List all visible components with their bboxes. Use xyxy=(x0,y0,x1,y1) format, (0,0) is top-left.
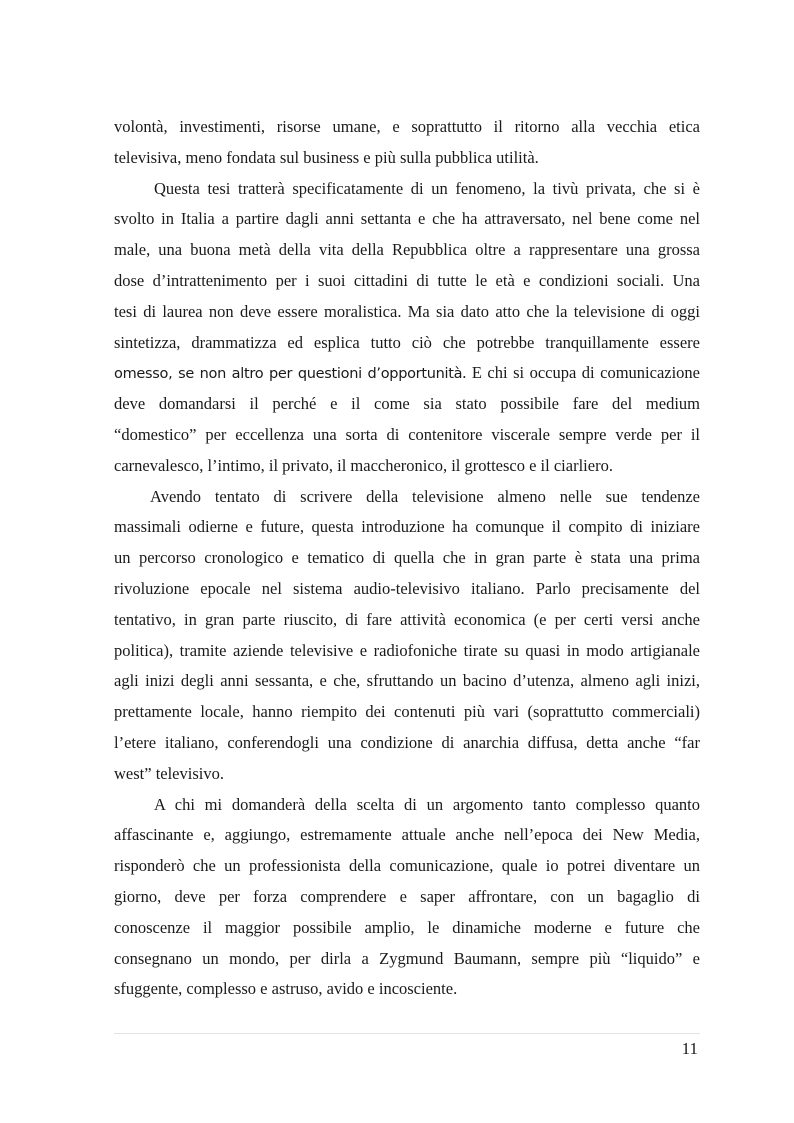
text-line: dose d’intrattenimento per i suoi cittadini di tutte le età e condizioni sociali. Una xyxy=(114,270,700,290)
text-line: tesi di laurea non deve essere moralistica. Ma sia dato atto che la televisione di oggi xyxy=(114,301,700,321)
text-line: risponderò che un professionista della comunicazione, quale io potrei diventare un xyxy=(114,856,700,876)
text-line: sintetizza, drammatizza ed esplica tutto ciò che potrebbe tranquillamente essere xyxy=(114,332,700,352)
footer-divider xyxy=(114,1033,700,1034)
text-line: Avendo tentato di scrivere della televisione almeno nelle sue tendenze xyxy=(150,486,700,506)
text-line: west” televisivo. xyxy=(114,763,224,783)
text-line: deve domandarsi il perché e il come sia stato possibile fare del medium xyxy=(114,394,700,414)
body-text xyxy=(114,112,700,1005)
text-line: agli inizi degli anni sessanta, e che, sfruttando un bacino d’utenza, almeno agli inizi, xyxy=(114,671,700,691)
text-line: un percorso cronologico e tematico di quella che in gran parte è stata una prima xyxy=(114,548,700,568)
page-number: 11 xyxy=(681,1039,698,1058)
text-line: Questa tesi tratterà specificatamente di un fenomeno, la tivù privata, che si è xyxy=(154,178,700,198)
text-line: giorno, deve per forza comprendere e saper affrontare, con un bagaglio di xyxy=(114,886,700,906)
text-line: politica), tramite aziende televisive e radiofoniche tirate su quasi in modo artigianale xyxy=(114,640,700,660)
text-line: “domestico” per eccellenza una sorta di contenitore viscerale sempre verde per il xyxy=(114,424,700,444)
text-line: consegnano un mondo, per dirla a Zygmund Baumann, sempre più “liquido” e xyxy=(114,948,700,968)
text-line: rivoluzione epocale nel sistema audio-televisivo italiano. Parlo precisamente del xyxy=(114,578,700,598)
text-line: male, una buona metà della vita della Repubblica oltre a rappresentare una grossa xyxy=(114,240,700,260)
serif-fragment: . E chi si occupa di comunicazione xyxy=(462,363,700,383)
text-line: volontà, investimenti, risorse umane, e soprattutto il ritorno alla vecchia etica xyxy=(114,117,700,136)
text-line: prettamente locale, hanno riempito dei contenuti più vari (soprattutto commerciali) xyxy=(114,702,700,722)
text-line: carnevalesco, l’intimo, il privato, il maccheronico, il grottesco e il ciarliero. xyxy=(114,455,613,475)
text-line: televisiva, meno fondata sul business e più sulla pubblica utilità. xyxy=(114,147,539,167)
text-line-mixed xyxy=(114,358,700,389)
sans-fragment: omesso, se non altro per questioni d’opportunità xyxy=(114,366,463,383)
text-line: svolto in Italia a partire dagli anni settanta e che ha attraversato, nel bene come nel xyxy=(114,209,700,229)
text-line: massimali odierne e future, questa introduzione ha comunque il compito di iniziare xyxy=(114,517,700,537)
text-line: sfuggente, complesso e astruso, avido e incosciente. xyxy=(114,979,458,999)
text-line: conoscenze il maggior possibile amplio, le dinamiche moderne e future che xyxy=(114,917,700,937)
text-line: tentativo, in gran parte riuscito, di fare attività economica (e per certi versi anche xyxy=(114,609,700,629)
text-line: A chi mi domanderà della scelta di un argomento tanto complesso quanto xyxy=(154,794,700,814)
text-line: l’etere italiano, conferendogli una condizione di anarchia diffusa, detta anche “far xyxy=(114,732,700,752)
text-line: affascinante e, aggiungo, estremamente attuale anche nell’epoca dei New Media, xyxy=(114,825,700,845)
